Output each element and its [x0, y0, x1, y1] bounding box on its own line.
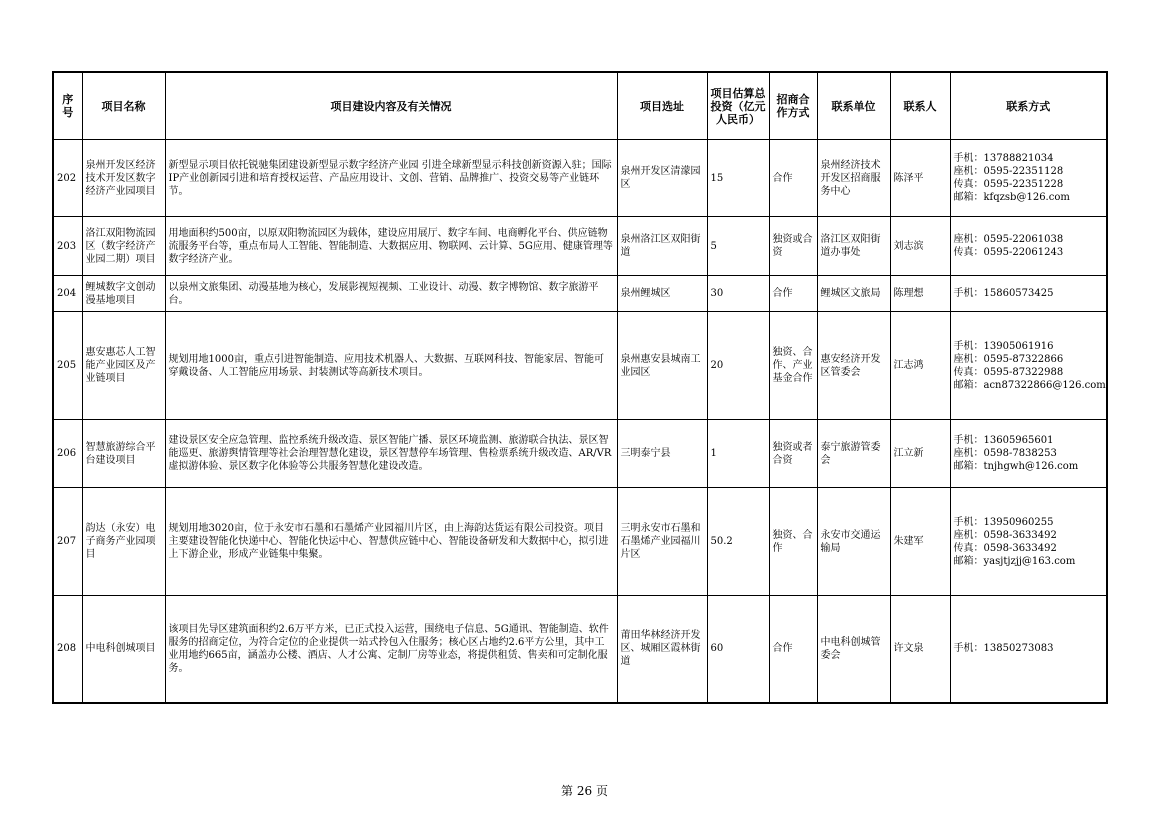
cell-location: 三明永安市石墨和石墨烯产业园福川片区: [617, 488, 707, 596]
contact-email: 邮箱：acn87322866@126.com: [953, 379, 1106, 391]
contact-phone: 座机：0595-22061038: [953, 234, 1064, 245]
table-row: [53, 140, 1107, 217]
cell-content: 建设景区安全应急管理、监控系统升级改造、景区智能广播、景区环境监测、旅游联合执法、景区智能巡更、旅游舆情管理等社会治理智慧化建设，景区智慧停车场管理、售检票系统升级改造、AR/VR虚拟游体验、景区数字化体验等公共服务智慧化建设改造。: [165, 420, 617, 488]
cell-name: 洛江双阳物流园区（数字经济产业园二期）项目: [82, 217, 165, 276]
cell-unit: 中电科创城管委会: [817, 596, 890, 703]
table-row: [53, 420, 1107, 488]
cell-unit: 永安市交通运输局: [817, 488, 890, 596]
cell-content: 新型显示项目依托锐驰集团建设新型显示数字经济产业园 引进全球新型显示科技创新资源入驻；国际IP产业创新园引进和培育授权运营、产品应用设计、文创、营销、品牌推广、投资交易等产业链环节。: [165, 140, 617, 217]
cell-investment: 50.2: [707, 488, 769, 596]
header-contact: 联系方式: [950, 72, 1107, 140]
table-row: [53, 596, 1107, 703]
contact-phone: 座机：0595-22351128: [953, 166, 1064, 177]
cell-person: 陈泽平: [890, 140, 950, 217]
cell-location: 莆田华林经济开发区、城厢区霞林街道: [617, 596, 707, 703]
cell-location: 泉州开发区清濛园区: [617, 140, 707, 217]
contact-mobile: 手机：13605965601: [953, 435, 1054, 446]
contact-fax: 传真：0598-3633492: [953, 542, 1057, 554]
cell-investment: 30: [707, 276, 769, 312]
header-location: 项目选址: [617, 72, 707, 140]
cell-method: 合作: [769, 140, 817, 217]
cell-unit: 泰宁旅游管委会: [817, 420, 890, 488]
cell-method: 独资、合作: [769, 488, 817, 596]
cell-method: 独资或者合资: [769, 420, 817, 488]
cell-contact: [950, 488, 1107, 596]
cell-no: 206: [53, 420, 82, 488]
cell-person: 刘志滨: [890, 217, 950, 276]
contact-email: 邮箱：kfqzsb@126.com: [953, 192, 1070, 203]
header-row: [53, 72, 1107, 140]
cell-person: 江立新: [890, 420, 950, 488]
cell-contact: [950, 420, 1107, 488]
page-number: 第 26 页: [561, 784, 608, 798]
contact-phone: 座机：0598-3633492: [953, 529, 1057, 541]
cell-method: 合作: [769, 276, 817, 312]
cell-contact: [950, 217, 1107, 276]
header-name: 项目名称: [82, 72, 165, 140]
cell-person: 朱建军: [890, 488, 950, 596]
cell-no: 204: [53, 276, 82, 312]
cell-location: 泉州惠安县城南工业园区: [617, 312, 707, 420]
contact-email: 邮箱：yasjtjzjj@163.com: [953, 555, 1076, 567]
cell-content: 用地面积约500亩，以原双阳物流园区为载体，建设应用展厅、数字车间、电商孵化平台、供应链物流服务平台等，重点布局人工智能、智能制造、大数据应用、物联网、云计算、5G应用、健康管理等数字经济产业。: [165, 217, 617, 276]
header-no: 序号: [53, 72, 82, 140]
cell-contact: [950, 312, 1107, 420]
cell-name: 鲤城数字文创动漫基地项目: [82, 276, 165, 312]
contact-fax: 传真：0595-22351228: [953, 179, 1064, 190]
cell-unit: 惠安经济开发区管委会: [817, 312, 890, 420]
cell-unit: 洛江区双阳街道办事处: [817, 217, 890, 276]
header-method: 招商合作方式: [769, 72, 817, 140]
cell-investment: 15: [707, 140, 769, 217]
contact-mobile: 手机：13905061916: [953, 340, 1054, 352]
cell-person: 江志鸿: [890, 312, 950, 420]
cell-name: 惠安惠芯人工智能产业园区及产业链项目: [82, 312, 165, 420]
cell-investment: 5: [707, 217, 769, 276]
cell-method: 合作: [769, 596, 817, 703]
contact-phone: 座机：0598-7838253: [953, 448, 1057, 459]
header-investment: 项目估算总投资（亿元人民币）: [707, 72, 769, 140]
header-content: 项目建设内容及有关情况: [165, 72, 617, 140]
contact-mobile: 手机：15860573425: [953, 288, 1054, 299]
cell-content: 规划用地1000亩，重点引进智能制造、应用技术机器人、大数据、互联网科技、智能家居、智能可穿戴设备、人工智能应用场景、封装测试等高新技术项目。: [165, 312, 617, 420]
cell-investment: 1: [707, 420, 769, 488]
cell-no: 202: [53, 140, 82, 217]
cell-location: 泉州鲤城区: [617, 276, 707, 312]
cell-content: 该项目先导区建筑面积约2.6万平方米，已正式投入运营，围绕电子信息、5G通讯、智能制造、软件服务的招商定位，为符合定位的企业提供一站式拎包入住服务；核心区占地约2.6平方公里，其中工业用地约665亩，涵盖办公楼、酒店、人才公寓、定制厂房等业态，将提供租赁、售卖和可定制化服务。: [165, 596, 617, 703]
contact-mobile: 手机：13850273083: [953, 643, 1054, 655]
contact-fax: 传真：0595-87322988: [953, 366, 1064, 378]
cell-investment: 20: [707, 312, 769, 420]
cell-investment: 60: [707, 596, 769, 703]
cell-location: 泉州洛江区双阳街道: [617, 217, 707, 276]
cell-method: 独资或合资: [769, 217, 817, 276]
contact-fax: 传真：0595-22061243: [953, 247, 1064, 258]
cell-no: 205: [53, 312, 82, 420]
cell-name: 韵达（永安）电子商务产业园项目: [82, 488, 165, 596]
cell-no: 203: [53, 217, 82, 276]
cell-method: 独资、合作、产业基金合作: [769, 312, 817, 420]
cell-unit: 泉州经济技术开发区招商服务中心: [817, 140, 890, 217]
cell-contact: [950, 140, 1107, 217]
cell-location: 三明泰宁县: [617, 420, 707, 488]
cell-content: 规划用地3020亩，位于永安市石墨和石墨烯产业园福川片区，由上海韵达货运有限公司投资。项目主要建设智能化快递中心、智能化快运中心、智慧供应链中心、智能设备研发和大数据中心，拟引进上下游企业，形成产业链集中集聚。: [165, 488, 617, 596]
cell-person: 陈理想: [890, 276, 950, 312]
cell-contact: [950, 276, 1107, 312]
table-row: [53, 488, 1107, 596]
header-unit: 联系单位: [817, 72, 890, 140]
contact-phone: 座机：0595-87322866: [953, 353, 1064, 365]
cell-contact: [950, 596, 1107, 703]
header-person: 联系人: [890, 72, 950, 140]
cell-name: 智慧旅游综合平台建设项目: [82, 420, 165, 488]
cell-no: 207: [53, 488, 82, 596]
cell-unit: 鲤城区文旅局: [817, 276, 890, 312]
table-row: [53, 276, 1107, 312]
cell-content: 以泉州文旅集团、动漫基地为核心，发展影视短视频、工业设计、动漫、数字博物馆、数字旅游平台。: [165, 276, 617, 312]
contact-mobile: 手机：13788821034: [953, 153, 1054, 164]
table-row: [53, 312, 1107, 420]
contact-email: 邮箱：tnjhgwh@126.com: [953, 461, 1079, 472]
table-row: [53, 217, 1107, 276]
cell-person: 许文泉: [890, 596, 950, 703]
contact-mobile: 手机：13950960255: [953, 516, 1054, 528]
cell-name: 中电科创城项目: [82, 596, 165, 703]
projects-table: [52, 71, 1108, 704]
cell-name: 泉州开发区经济技术开发区数字经济产业园项目: [82, 140, 165, 217]
cell-no: 208: [53, 596, 82, 703]
